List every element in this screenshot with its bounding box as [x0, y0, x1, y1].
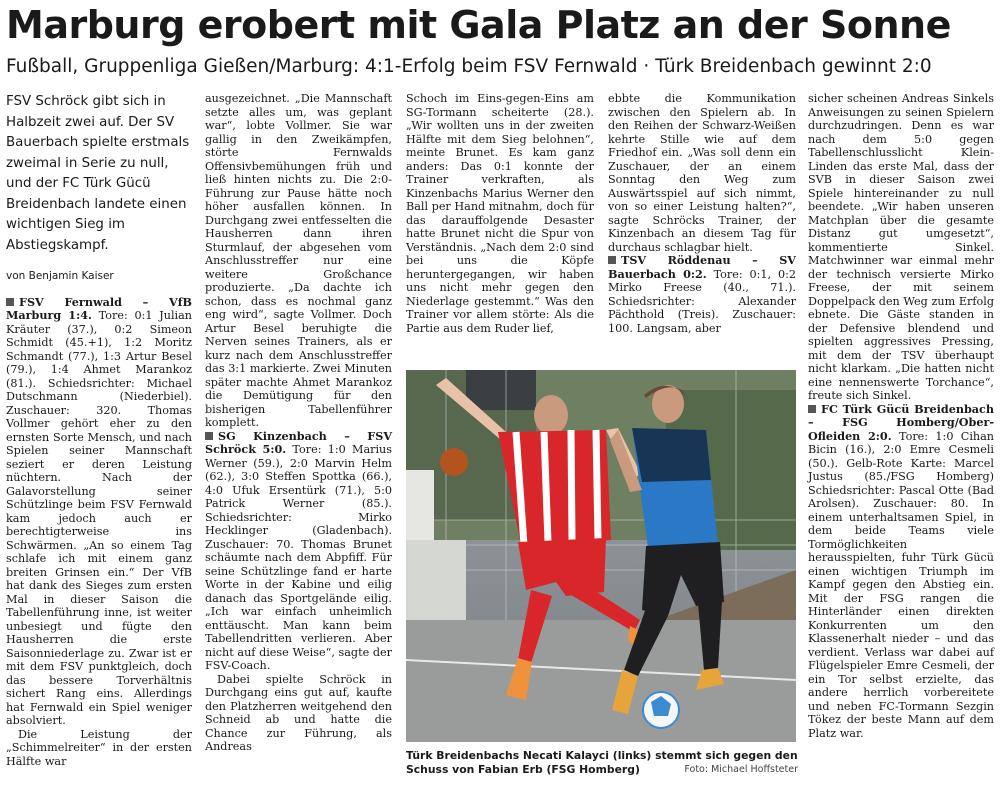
game-fernwald-marburg	[6, 296, 192, 728]
paragraph: ebbte die Kommunikation zwischen den Spielern ab. In den Reihen der Schwarz-Weißen kehrte Stille wie auf dem Friedhof ein. „Was soll denn ein Zuschauer, der an einem Sonntag den Weg zum Auswärtsspiel auf sich nimmt, von so einer Leistung halten?“, sagte Schröcks Trainer, der Kinzenbach an diesem Tag für durchaus schlagbar hielt.	[608, 92, 796, 254]
game-heading: SG Kinzenbach – FSV Schröck 5:0.	[205, 428, 392, 456]
game-text: Tore: 0:1, 0:2 Mirko Freese (40., 71.). Schiedsrichter: Alexander Pächthold (Treis). Zuschauer: 100. Langsam, aber	[608, 267, 797, 335]
paragraph: ausgezeichnet. „Die Mannschaft setzte alles um, was geplant war“, lobte Vollmer. Sie war gallig in den Zweikämpfen, störte Fernwalds Offensivbemühungen früh und ließ hinten nichts zu. Die 2:0-Führung zur Pause hätte noch höher ausfallen können. In Durchgang zwei entfesselten die Hausherren dann ihren Sturmlauf, der abgesehen vom Anschlusstreffer nur eine weitere Großchance produzierte. „Da dachte ich schon, dass es nochmal ganz eng wird“, sagte Vollmer. Doch Artur Besel beruhigte die Nerven seines Trainers, als er kurz nach dem Anschlusstreffer das 3:1 markierte. Zwei Minuten später machte Ahmet Marankoz die Demütigung für den bisherigen Tabellenführer komplett.	[205, 92, 392, 429]
game-roeddenau-bauerbach	[608, 254, 796, 335]
match-photo	[406, 370, 796, 742]
column-3	[406, 92, 594, 335]
caption-text: Türk Breidenbachs Necati Kalayci (links) stemmt sich gegen den Schuss von Fabian Erb (FSG Homberg)	[406, 749, 798, 776]
author: von Benjamin Kaiser	[6, 270, 114, 282]
paragraph: sicher scheinen Andreas Sinkels Anweisungen zu seinen Spielern durchzudringen. Denn es war nach dem 5:0 gegen Tabellenschlusslicht Klein-Linden das erste Mal, dass der SVB in dieser Saison zwei Spiele hintereinander zu null beendete. „Wir haben unseren Matchplan über die gesamte Distanz gut umgesetzt“, kommentierte Sinkel. Matchwinner war einmal mehr der technisch versierte Mirko Freese, der mit seinem Doppelpack den Weg zum Erfolg ebnete. Die Gäste standen in der Defensive blendend und spielten aggressives Pressing, mit dem der TSV überhaupt nicht klarkam. „Die hatten nicht eine nennenswerte Torchance“, freute sich Sinkel.	[808, 92, 994, 402]
game-heading: TSV Röddenau – SV Bauerbach 0:2.	[608, 253, 796, 281]
game-text: Tore: 1:0 Cihan Bicin (16.), 2:0 Emre Cesmeli (50.). Gelb-Rote Karte: Marcel Justus (85./FSG Homberg) Schiedsrichter: Pascal Otte (Bad Arolsen). Zuschauer: 80. In einem unterhaltsamen Spiel, in dem beide Teams viele Tormöglichkeiten herausspielten, fuhr Türk Gücü einen wichtigen Triumph im Kampf gegen den Abstieg ein. Mit der FSG rangen die Hinterländer einen direkten Konkurrenten um den Klassenerhalt nieder – und das verdient. Verlass war dabei auf Flügelspieler Emre Cesmeli, der ein Tor selbst erzielte, das andere herrlich vorbereitete und neben FC-Tormann Sezgin Tökez der beste Mann auf dem Platz war.	[808, 429, 995, 740]
game-kinzenbach-schroeck	[205, 430, 392, 673]
square-bullet-icon	[205, 432, 213, 440]
game-breidenbach-homberg	[808, 403, 994, 741]
column-4	[608, 92, 796, 335]
paragraph: Die Leistung der „Schimmelreiter“ in der ersten Hälfte war	[6, 727, 192, 768]
column-2	[205, 92, 392, 754]
paragraph: Schoch im Eins-gegen-Eins am SG-Tormann scheiterte (28.). „Wir wollten uns in der zweiten Hälfte mit dem Sieg belohnen“, meinte Brunet. Es kam ganz anders: Das 0:1 konnte der Trainer verkraften, als Kinzenbachs Marius Werner den Ball per Hand mitnahm, doch für das darauffolgende Desaster hatte Brunet nicht die Spur von Verständnis. „Nach dem 2:0 sind bei uns die Köpfe heruntergegangen, wir haben uns nicht mehr gegen den Niederlage gestemmt.“ Was den Trainer vor allem störte: Als die Partie aus dem Ruder lief,	[406, 92, 594, 335]
square-bullet-icon	[608, 256, 616, 264]
square-bullet-icon	[6, 298, 14, 306]
photo-caption	[406, 749, 798, 777]
square-bullet-icon	[808, 405, 816, 413]
headline: Marburg erobert mit Gala Platz an der Sonne	[6, 3, 951, 47]
subheadline: Fußball, Gruppenliga Gießen/Marburg: 4:1-Erfolg beim FSV Fernwald · Türk Breidenbach gewinnt 2:0	[6, 56, 932, 77]
game-text: Tore: 0:1 Julian Kräuter (37.), 0:2 Simeon Schmidt (45.+1), 1:2 Moritz Schmandt (77.), 1:3 Artur Besel (79.), 1:4 Ahmet Marankoz (81.). Schiedsrichter: Michael Dutschmann (Niederbiel). Zuschauer: 320. Thomas Vollmer gehört eher zu den ernsten Sorte Mensch, und nach Spielen seiner Mannschaft seziert er deren Leistung nüchtern. Nach der Galavorstellung seiner Schützlinge beim FSV Fernwald kam jedoch auch er berechtigterweise ins Schwärmen. „An so einem Tag schlafe ich mit einem ganz breiten Grinsen ein.“ Der VfB hat dank des Sieges zum ersten Mal in dieser Saison die Tabellenführung inne, ist weiter unbesiegt und fügte den Hausherren die erste Saisonniederlage zu. Zwar ist er mit dem FSV punktgleich, doch das bessere Torverhältnis sichert Rang eins. Allerdings hat Fernwald ein Spiel weniger absolviert.	[6, 309, 192, 727]
lead-text: FSV Schröck gibt sich in Halbzeit zwei auf. Der SV Bauerbach spielte erstmals zweimal in Serie zu null, und der FC Türk Gücü Breidenbach landete einen wichtigen Sieg im Abstiegskampf.	[6, 94, 190, 253]
match-photo-illustration	[406, 370, 796, 742]
game-heading: FC Türk Gücü Breidenbach – FSG Homberg/Ober-Ofleiden 2:0.	[808, 401, 994, 443]
game-heading: FSV Fernwald – VfB Marburg 1:4.	[6, 294, 192, 322]
column-5	[808, 92, 994, 740]
photo-credit: Foto: Michael Hoffsteter	[684, 764, 798, 775]
game-text: Tore: 1:0 Marius Werner (59.), 2:0 Marvin Helm (62.), 3:0 Steffen Spottka (66.), 4:0 Ufuk Ersentürk (71.), 5:0 Patrick Werner (85.). Schiedsrichter: Mirko Hecklinger (Gladenbach). Zuschauer: 70. Thomas Brunet schäumte nach dem Abpfiff. Für seine Schützlinge fand er harte Worte in der Kabine und eilig danach das Sportgelände eilig. „Ich war einfach unheimlich enttäuscht. Man kann beim Tabellendritten verlieren. Aber nicht auf diese Weise“, sagte der FSV-Coach.	[205, 443, 392, 672]
column-1	[6, 92, 192, 768]
paragraph: Dabei spielte Schröck in Durchgang eins gut auf, kaufte den Platzherren weitgehend den Schneid ab und hatte die Chance zur Führung, als Andreas	[205, 672, 392, 753]
